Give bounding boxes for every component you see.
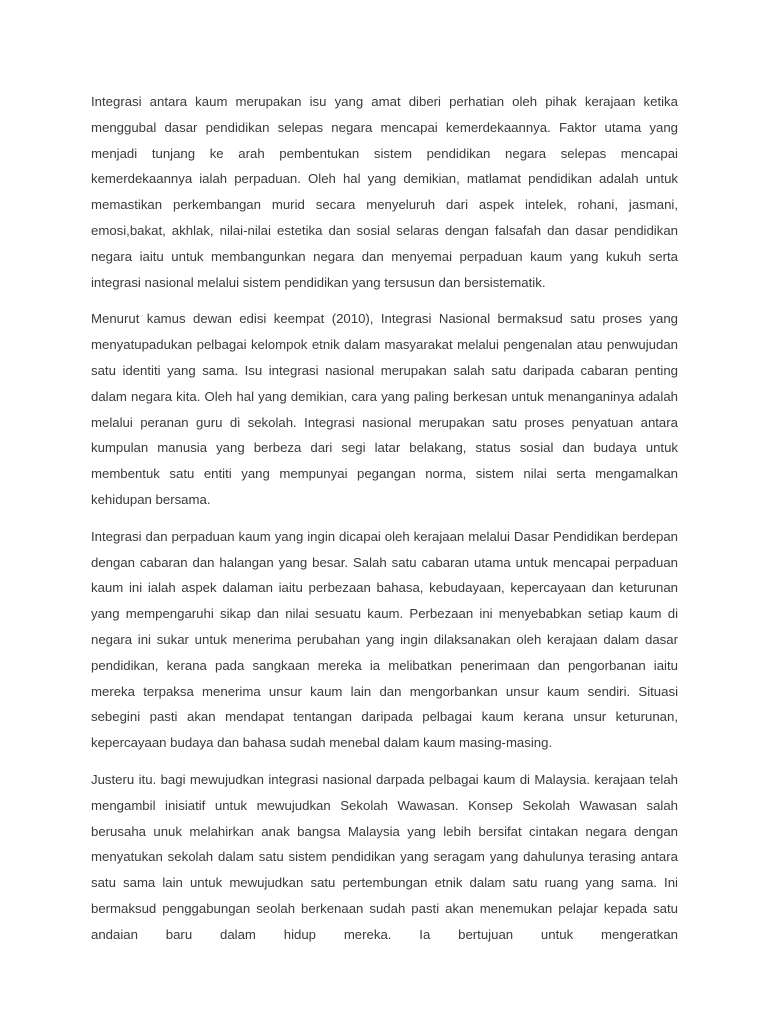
paragraph-4: Justeru itu. bagi mewujudkan integrasi nasional darpada pelbagai kaum di Malaysia. kerajaan telah mengambil inisiatif untuk mewujudkan Sekolah Wawasan. Konsep Sekolah Wawasan salah berusaha unuk melahirkan anak bangsa Malaysia yang lebih bersifat cintakan negara dengan menyatukan sekolah dalam satu sistem pendidikan yang seragam yang dahulunya terasing antara satu sama lain untuk mewujudkan satu pertembungan etnik dalam satu ruang yang sama. Ini bermaksud penggabungan seolah berkenaan sudah pasti akan menemukan pelajar kepada satu andaian baru dalam hidup mereka. Ia bertujuan untuk mengeratkan <box>91 771 678 942</box>
paragraph-1: Integrasi antara kaum merupakan isu yang amat diberi perhatian oleh pihak kerajaan ketika menggubal dasar pendidikan selepas negara mencapai kemerdekaannya. Faktor utama yang menjadi tunjang ke arah pembentukan sistem pendidikan negara selepas mencapai kemerdekaannya ialah perpaduan. Oleh hal yang demikian, matlamat pendidikan adalah untuk memastikan perkembangan murid secara menyeluruh dari aspek intelek, rohani, jasmani, emosi,bakat, akhlak, nilai-nilai estetika dan sosial selaras dengan falsafah dan dasar pendidikan negara iaitu untuk membangunkan negara dan menyemai perpaduan kaum yang kukuh serta integrasi nasional melalui sistem pendidikan yang tersusun dan bersistematik. <box>91 94 678 290</box>
document-body <box>91 89 678 959</box>
paragraph-2: Menurut kamus dewan edisi keempat (2010), Integrasi Nasional bermaksud satu proses yang menyatupadukan pelbagai kelompok etnik dalam masyarakat melalui pengenalan atau penwujudan satu identiti yang sama. Isu integrasi nasional merupakan salah satu daripada cabaran penting dalam negara kita. Oleh hal yang demikian, cara yang paling berkesan untuk menanganinya adalah melalui peranan guru di sekolah. Integrasi nasional merupakan satu proses penyatuan antara kumpulan manusia yang berbeza dari segi latar belakang, status sosial dan budaya untuk membentuk satu entiti yang mempunyai pegangan norma, sistem nilai serta mengamalkan kehidupan bersama. <box>91 311 678 507</box>
paragraph-3: Integrasi dan perpaduan kaum yang ingin dicapai oleh kerajaan melalui Dasar Pendidikan berdepan dengan cabaran dan halangan yang besar. Salah satu cabaran utama untuk mencapai perpaduan kaum ini ialah aspek dalaman iaitu perbezaan bahasa, kebudayaan, kepercayaan dan keturunan yang mempengaruhi sikap dan nilai sesuatu kaum. Perbezaan ini menyebabkan setiap kaum di negara ini sukar untuk menerima perubahan yang ingin dilaksanakan oleh kerajaan dalam dasar pendidikan, kerana pada sangkaan mereka ia melibatkan penerimaan dan pengorbanan iaitu mereka terpaksa menerima unsur kaum lain dan mengorbankan unsur kaum sendiri. Situasi sebegini pasti akan mendapat tentangan daripada pelbagai kaum kerana unsur keturunan, kepercayaan budaya dan bahasa sudah menebal dalam kaum masing-masing. <box>91 528 678 751</box>
